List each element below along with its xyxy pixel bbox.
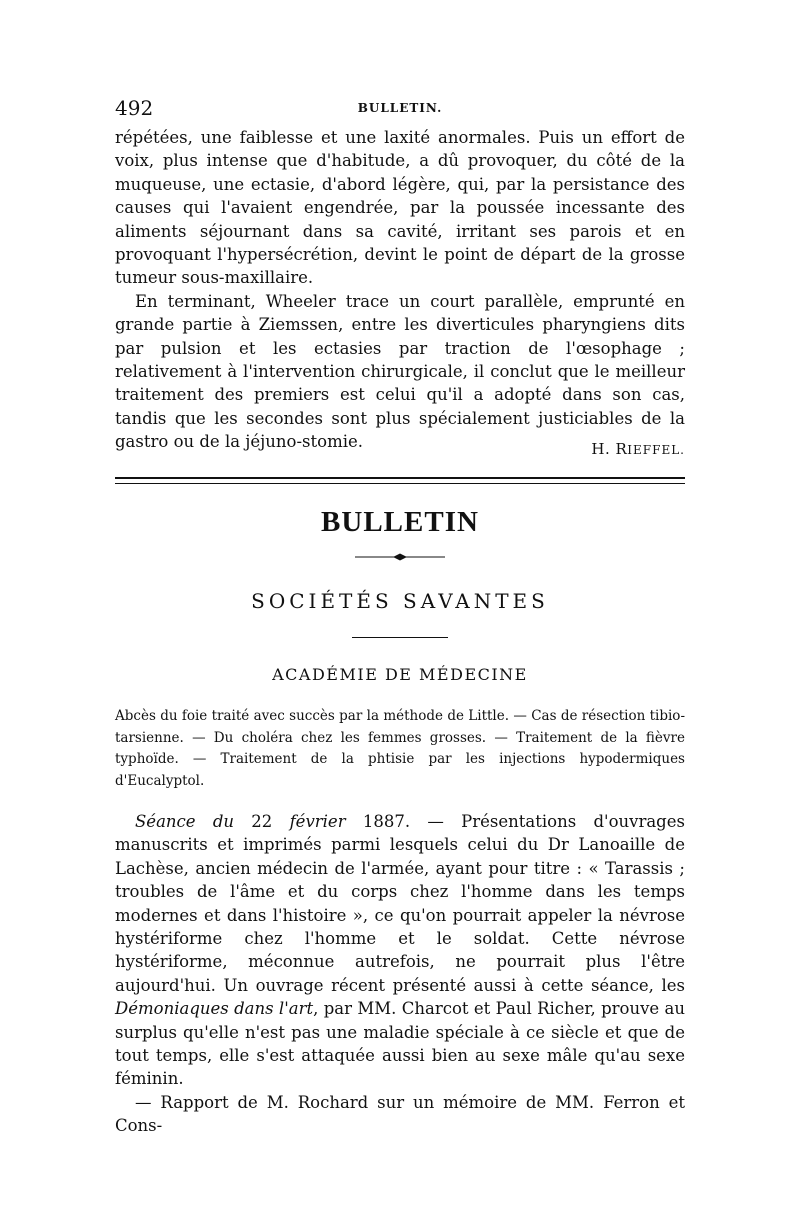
author-signature <box>591 440 685 458</box>
section-title: SOCIÉTÉS SAVANTES <box>251 589 549 613</box>
session-summary: Abcès du foie traité avec succès par la méthode de Little. — Cas de résection tibio-tarsienne. — Du choléra chez les femmes grosses. — Traitement de la fièvre typhoïde. — Traitement de la phtisie par les injections hypodermiques d'Eucalyptol. <box>115 708 685 790</box>
bulletin-title: BULLETIN <box>321 506 479 538</box>
signature-initial: H. R <box>591 440 628 458</box>
seance-day: 22 <box>234 812 290 831</box>
seance-text-2: , par MM. Charcot et Paul Richer, prouve au surplus qu'elle n'est pas une maladie spéciale à ce siècle et que de tout temps, elle s'est attaquée aussi bien au sexe mâle qu'au sexe féminin. <box>115 999 685 1089</box>
seance-month: février <box>289 812 346 831</box>
seance-paragraph-2: — Rapport de M. Rochard sur un mémoire de MM. Ferron et Cons- <box>115 1092 685 1136</box>
page-number: 492 <box>115 96 154 120</box>
subsection-title: ACADÉMIE DE MÉDECINE <box>272 665 528 684</box>
signature-surname: IEFFEL. <box>627 443 685 457</box>
seance-paragraph-1 <box>115 810 685 1091</box>
seance-label: Séance du <box>135 812 235 831</box>
top-article-text <box>115 126 685 454</box>
running-title: BULLETIN. <box>357 101 443 115</box>
seance-text-1: 1887. — Présentations d'ouvrages manuscrits et imprimés parmi lesquels celui du Dr Lanoaille de Lachèse, ancien médecin de l'armée, ayant pour titre : « Tarassis ; troubles de l'âme et du corps chez l'homme dans les temps modernes et dans l'histoire », ce qu'on pourrait appeler la névrose hystériforme chez l'homme et le soldat. Cette névrose hystériforme, méconnue autrefois, ne pourrait plus l'être aujourd'hui. Un ouvrage récent présenté aussi à cette séance, les <box>115 812 685 995</box>
article-paragraph-1: répétées, une faiblesse et une laxité anormales. Puis un effort de voix, plus intense que d'habitude, a dû provoquer, du côté de la muqueuse, une ectasie, d'abord légère, qui, par la persistance des causes qui l'avaient engendrée, par la poussée incessante des aliments séjournant dans sa cavité, irritant ses parois et en provoquant l'hypersécrétion, devint le point de départ de la grosse tumeur sous-maxillaire. <box>115 128 685 288</box>
page-header <box>115 96 685 120</box>
separator-rule-thick <box>115 477 685 479</box>
ornament-divider <box>355 552 445 562</box>
article-paragraph-2: En terminant, Wheeler trace un court parallèle, emprunté en grande partie à Ziemssen, entre les diverticules pharyngiens dits par pulsion et les ectasies par traction de l'œsophage ; relativement à l'intervention chirurgicale, il conclut que le meilleur traitement des premiers est celui qu'il a adopté dans son cas, tandis que les secondes sont plus spécialement justiciables de la gastro ou de la jéjuno-stomie. <box>115 291 685 452</box>
section-rule <box>352 637 448 638</box>
book-title: Démoniaques dans l'art <box>115 999 314 1019</box>
seance-text <box>115 810 685 1138</box>
separator-rule-thin <box>115 483 685 484</box>
